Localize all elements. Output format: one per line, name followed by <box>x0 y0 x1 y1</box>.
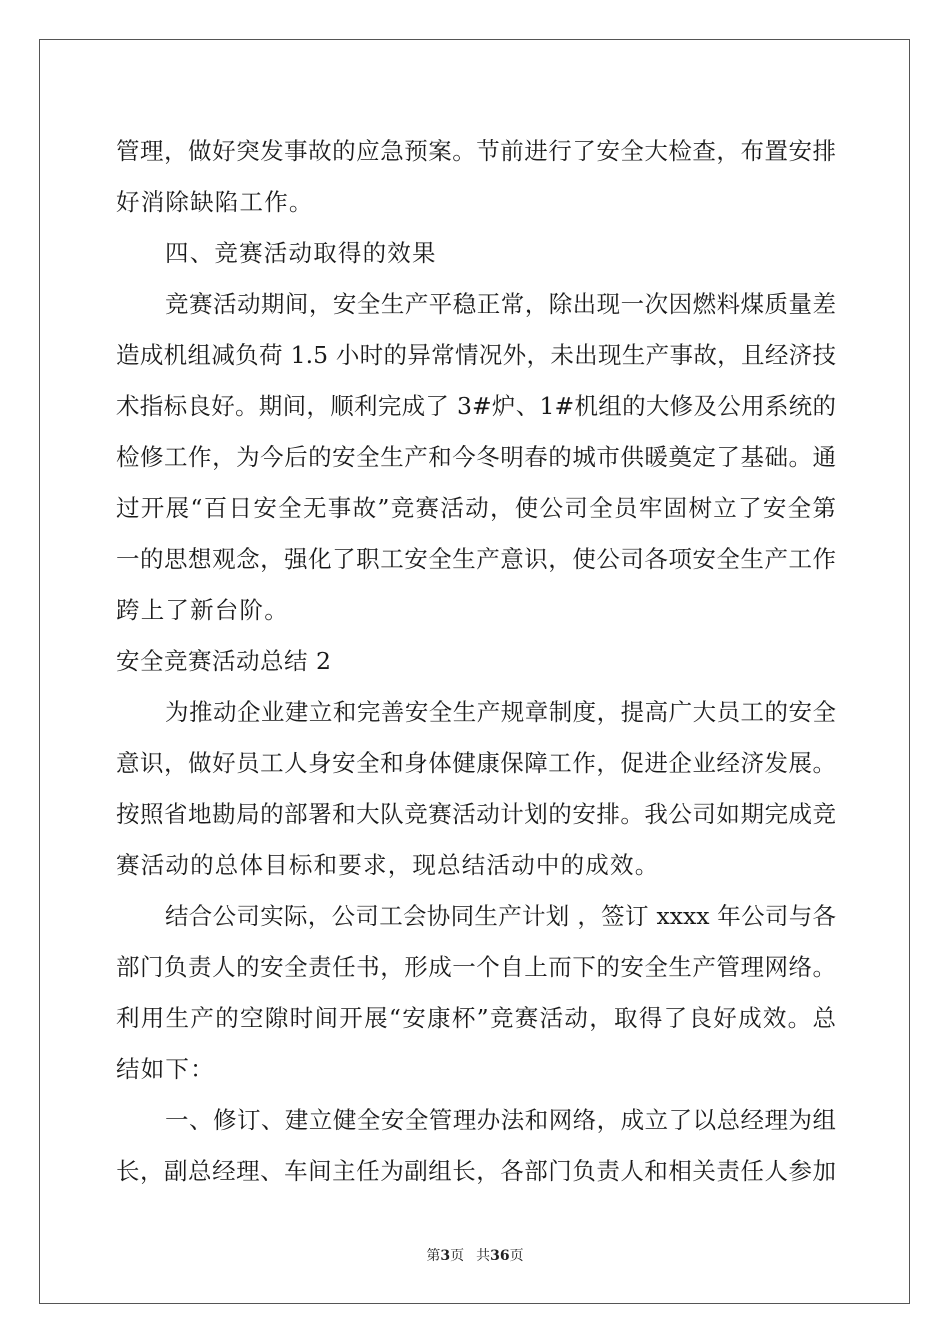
total-page-number: 36 <box>490 1248 510 1264</box>
text-line: 按照省地勘局的部署和大队竞赛活动计划的安排。我公司如期完成竞 <box>116 800 836 828</box>
text-line: 竞赛活动期间，安全生产平稳正常，除出现一次因燃料煤质量差 <box>165 290 836 318</box>
text-line: 赛活动的总体目标和要求，现总结活动中的成效。 <box>116 851 660 879</box>
text-line: 四、竞赛活动取得的效果 <box>165 239 437 267</box>
document-body <box>116 126 836 1197</box>
text-line: 一、修订、建立健全安全管理办法和网络，成立了以总经理为组 <box>165 1106 836 1134</box>
total-label-prefix: 共 <box>476 1248 491 1264</box>
text-line: 术指标良好。期间，顺利完成了 3#炉、1#机组的大修及公用系统的 <box>116 392 836 420</box>
text-line: 利用生产的空隙时间开展“安康杯”竞赛活动，取得了良好成效。总 <box>116 1004 836 1032</box>
text-line: 检修工作，为今后的安全生产和今冬明春的城市供暖奠定了基础。通 <box>116 443 836 471</box>
page-label-suffix: 页 <box>450 1248 465 1264</box>
text-line: 管理，做好突发事故的应急预案。节前进行了安全大检查，布置安排 <box>116 137 836 165</box>
text-line: 部门负责人的安全责任书，形成一个自上而下的安全生产管理网络。 <box>116 953 836 981</box>
total-label-suffix: 页 <box>509 1248 524 1264</box>
text-line: 意识，做好员工人身安全和身体健康保障工作，促进企业经济发展。 <box>116 749 836 777</box>
text-line: 长，副总经理、车间主任为副组长，各部门负责人和相关责任人参加 <box>116 1157 836 1185</box>
text-line: 结如下： <box>116 1055 215 1083</box>
text-line: 结合公司实际，公司工会协同生产计划 ，签订 xxxx 年公司与各 <box>165 902 836 930</box>
text-line: 跨上了新台阶。 <box>116 596 289 624</box>
current-page-number: 3 <box>440 1248 451 1264</box>
text-line: 一的思想观念，强化了职工安全生产意识，使公司各项安全生产工作 <box>116 545 836 573</box>
text-line: 为推动企业建立和完善安全生产规章制度，提高广大员工的安全 <box>165 698 836 726</box>
text-line: 过开展“百日安全无事故”竞赛活动，使公司全员牢固树立了安全第 <box>116 494 836 522</box>
page-footer <box>0 1246 950 1266</box>
text-line: 好消除缺陷工作。 <box>116 188 314 216</box>
section-heading: 安全竞赛活动总结 2 <box>116 647 332 675</box>
text-line: 造成机组减负荷 1.5 小时的异常情况外，未出现生产事故，且经济技 <box>116 341 836 369</box>
page-label-prefix: 第 <box>426 1248 441 1264</box>
